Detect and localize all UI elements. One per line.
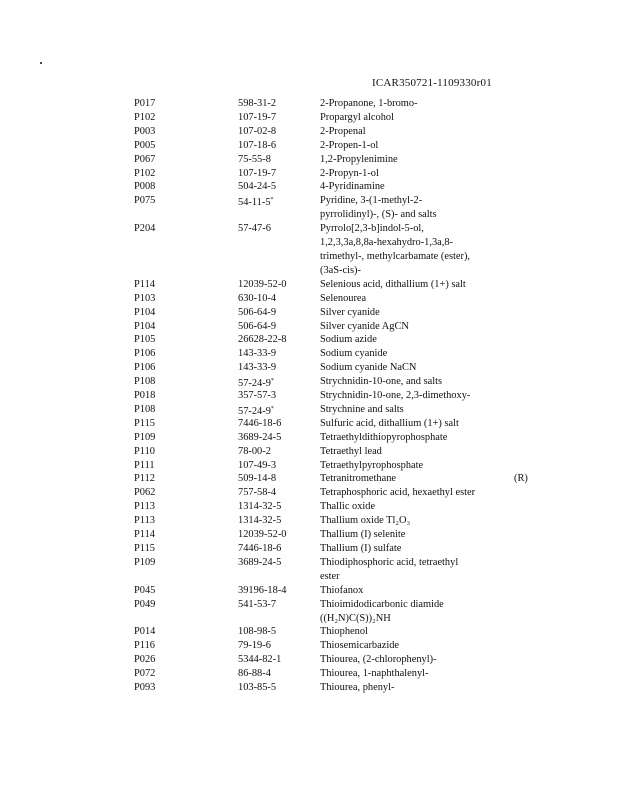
substance-name xyxy=(320,417,506,431)
table-row xyxy=(134,292,554,306)
substance-name-line: 2-Propenal xyxy=(320,125,366,137)
substance-name-line: Silver cyanide AgCN xyxy=(320,320,409,332)
substance-name-line: ((H₂N)C(S))₂NH xyxy=(320,612,391,624)
cas-number xyxy=(238,459,276,473)
substance-name xyxy=(320,514,506,528)
cas-number-text: 107-19-7 xyxy=(238,167,277,179)
substance-name-line: Thallium oxide Tl₂O₃ xyxy=(320,515,411,527)
substance-name xyxy=(320,347,506,361)
waste-code: P105 xyxy=(134,334,156,346)
cas-number-text: 3689-24-5 xyxy=(238,556,282,568)
table-row xyxy=(134,417,554,431)
substance-name xyxy=(320,111,506,125)
substance-name xyxy=(320,375,506,389)
cas-number-text: 107-19-7 xyxy=(238,111,277,123)
cas-number-text: 103-85-5 xyxy=(238,682,277,694)
substance-name xyxy=(320,625,506,639)
substance-name-line: Pyrrolo[2,3-b]indol-5-ol, xyxy=(320,223,424,235)
cas-number-text: 57-24-9 xyxy=(238,378,271,390)
waste-code: P018 xyxy=(134,390,156,402)
substance-name-line: Thallic oxide xyxy=(320,501,376,513)
cas-number-text: 57-24-9 xyxy=(238,405,271,417)
substance-name-line: Sodium cyanide xyxy=(320,348,388,360)
cas-number-text: 598-31-2 xyxy=(238,98,277,109)
table-row xyxy=(134,500,554,514)
waste-code: P109 xyxy=(134,556,156,568)
cas-number-text: 506-64-9 xyxy=(238,320,277,332)
substance-name xyxy=(320,542,506,556)
cas-number xyxy=(238,167,276,181)
substance-name-line: Propargyl alcohol xyxy=(320,111,394,123)
waste-code: P116 xyxy=(134,640,155,652)
footnote-mark: * xyxy=(270,378,274,385)
substance-name xyxy=(320,320,506,334)
substance-name-line: Sodium azide xyxy=(320,334,377,346)
cas-number-text: 1314-32-5 xyxy=(238,501,282,513)
table-row xyxy=(134,389,554,403)
cas-number-text: 54-11-5 xyxy=(238,197,271,209)
cas-number-text: 357-57-3 xyxy=(238,390,277,402)
reactivity-flag: (R) xyxy=(514,473,528,485)
substance-name xyxy=(320,167,506,181)
substance-name-line: Sulfuric acid, dithallium (1+) salt xyxy=(320,417,459,429)
substance-name-line: Selenourea xyxy=(320,292,367,304)
cas-number xyxy=(238,292,276,306)
waste-code: P017 xyxy=(134,98,156,109)
table-row xyxy=(134,375,554,389)
waste-code: P106 xyxy=(134,348,156,360)
substance-name-line: Thiodiphosphoric acid, tetraethyl xyxy=(320,556,459,568)
table-row xyxy=(134,598,554,626)
table-row xyxy=(134,194,554,222)
substance-name-line: 1,2,3,3a,8,8a-hexahydro-1,3a,8- xyxy=(320,237,454,249)
waste-code: P108 xyxy=(134,403,156,415)
substance-name-line: Pyridine, 3-(1-methyl-2- xyxy=(320,195,423,207)
substance-name-line: Tetranitromethane xyxy=(320,473,397,485)
substance-name-line: Thiourea, 1-naphthalenyl- xyxy=(320,668,429,680)
waste-code: P104 xyxy=(134,320,156,332)
waste-code: P049 xyxy=(134,598,156,610)
cas-number-text: 78-00-2 xyxy=(238,445,271,457)
cas-number xyxy=(238,667,271,681)
substance-name xyxy=(320,194,506,222)
substance-name-line: Thiofanox xyxy=(320,584,364,596)
waste-code: P102 xyxy=(134,167,156,179)
cas-number-text: 5344-82-1 xyxy=(238,654,282,666)
cas-number-text: 79-19-6 xyxy=(238,640,271,652)
table-row xyxy=(134,278,554,292)
cas-number-text: 541-53-7 xyxy=(238,598,277,610)
table-row xyxy=(134,486,554,500)
cas-number xyxy=(238,222,271,236)
table-row xyxy=(134,111,554,125)
table-row xyxy=(134,542,554,556)
substance-name xyxy=(320,333,506,347)
substance-name-line: Strychnine and salts xyxy=(320,403,404,415)
waste-code: P111 xyxy=(134,459,155,471)
waste-code: P005 xyxy=(134,139,156,151)
cas-number xyxy=(238,542,281,556)
waste-code: P108 xyxy=(134,376,156,388)
cas-number xyxy=(238,653,281,667)
substance-name xyxy=(320,153,506,167)
substance-name xyxy=(320,598,506,626)
table-row xyxy=(134,681,554,695)
table-row xyxy=(134,306,554,320)
cas-number xyxy=(238,194,274,210)
waste-code: P113 xyxy=(134,501,155,513)
substance-name-line: Silver cyanide xyxy=(320,306,380,318)
table-row xyxy=(134,167,554,181)
substance-name xyxy=(320,653,506,667)
substance-name xyxy=(320,528,506,542)
table-row xyxy=(134,472,554,486)
cas-number xyxy=(238,333,286,347)
substance-name-line: Thiourea, (2-chlorophenyl)- xyxy=(320,654,437,666)
substance-name xyxy=(320,445,506,459)
cas-number xyxy=(238,639,271,653)
table-row xyxy=(134,445,554,459)
waste-code: P114 xyxy=(134,529,155,541)
substance-name-line: Thioimidodicarbonic diamide xyxy=(320,598,444,610)
cas-number xyxy=(238,528,286,542)
cas-number xyxy=(238,125,276,139)
document-id: ICAR350721-1109330r01 xyxy=(372,77,492,89)
table-row xyxy=(134,125,554,139)
table-row xyxy=(134,320,554,334)
waste-code: P008 xyxy=(134,181,156,193)
substance-name-line: Thallium (I) selenite xyxy=(320,529,406,541)
cas-number-text: 143-33-9 xyxy=(238,362,277,374)
footnote-mark: * xyxy=(270,405,274,412)
cas-number xyxy=(238,584,286,598)
substance-name-line: Tetraethyl lead xyxy=(320,445,382,457)
waste-code: P114 xyxy=(134,278,155,290)
waste-code: P104 xyxy=(134,306,156,318)
table-row xyxy=(134,333,554,347)
substance-name-line: Thiourea, phenyl- xyxy=(320,682,395,694)
substance-name xyxy=(320,292,506,306)
cas-number-text: 7446-18-6 xyxy=(238,417,282,429)
cas-number-text: 107-02-8 xyxy=(238,125,277,137)
cas-number xyxy=(238,625,276,639)
substance-name xyxy=(320,361,506,375)
cas-number xyxy=(238,306,276,320)
waste-code: P103 xyxy=(134,292,156,304)
cas-number xyxy=(238,486,276,500)
substance-name-line: 1,2-Propylenimine xyxy=(320,153,398,165)
scan-speck xyxy=(40,62,42,64)
footnote-mark: * xyxy=(270,197,274,204)
substance-name-line: Thiophenol xyxy=(320,626,368,638)
cas-number-text: 143-33-9 xyxy=(238,348,277,360)
table-row xyxy=(134,139,554,153)
cas-number xyxy=(238,97,276,111)
cas-number-text: 630-10-4 xyxy=(238,292,277,304)
substance-name xyxy=(320,584,506,598)
table-row xyxy=(134,528,554,542)
substance-name-line: 2-Propanone, 1-bromo- xyxy=(320,98,418,109)
substance-name-line: Thallium (I) sulfate xyxy=(320,543,402,554)
waste-code: P106 xyxy=(134,362,156,374)
table-row xyxy=(134,180,554,194)
waste-code: P102 xyxy=(134,111,156,123)
table-row xyxy=(134,584,554,598)
table-row xyxy=(134,667,554,681)
substance-name-line: (3aS-cis)- xyxy=(320,264,361,276)
cas-number-text: 504-24-5 xyxy=(238,181,277,193)
waste-code: P014 xyxy=(134,626,156,638)
cas-number-text: 86-88-4 xyxy=(238,668,271,680)
table-row xyxy=(134,653,554,667)
cas-number xyxy=(238,417,281,431)
substance-name xyxy=(320,556,506,584)
waste-code: P003 xyxy=(134,125,156,137)
substance-name-line: Tetraethylpyrophosphate xyxy=(320,459,424,471)
substance-name-line: 4-Pyridinamine xyxy=(320,181,385,193)
cas-number xyxy=(238,598,276,612)
cas-number xyxy=(238,472,276,486)
substance-name-line: Tetraethyldithiopyrophosphate xyxy=(320,431,448,443)
substance-name xyxy=(320,125,506,139)
cas-number-text: 1314-32-5 xyxy=(238,515,282,527)
cas-number-text: 506-64-9 xyxy=(238,306,277,318)
table-row xyxy=(134,431,554,445)
waste-code: P115 xyxy=(134,417,155,429)
waste-code: P093 xyxy=(134,682,156,694)
cas-number-text: 107-49-3 xyxy=(238,459,277,471)
substance-name xyxy=(320,500,506,514)
waste-code: P204 xyxy=(134,223,156,235)
cas-number-text: 12039-52-0 xyxy=(238,278,287,290)
substance-name-line: Sodium cyanide NaCN xyxy=(320,362,417,374)
substance-name xyxy=(320,472,506,486)
cas-number-text: 509-14-8 xyxy=(238,473,277,485)
substance-name-line: Tetraphosphoric acid, hexaethyl ester xyxy=(320,487,476,499)
cas-number xyxy=(238,320,276,334)
table-row xyxy=(134,361,554,375)
table-row xyxy=(134,514,554,528)
substance-name xyxy=(320,431,506,445)
substance-name-line: 2-Propen-1-ol xyxy=(320,139,379,151)
cas-number-text: 75-55-8 xyxy=(238,153,271,165)
substance-name-line: pyrrolidinyl)-, (S)- and salts xyxy=(320,209,437,221)
waste-code: P075 xyxy=(134,195,156,207)
cas-number xyxy=(238,153,271,167)
cas-number xyxy=(238,347,276,361)
substance-name xyxy=(320,639,506,653)
cas-number xyxy=(238,111,276,125)
substance-name xyxy=(320,667,506,681)
table-row xyxy=(134,222,554,278)
table-row xyxy=(134,639,554,653)
cas-number xyxy=(238,389,276,403)
waste-code: P109 xyxy=(134,431,156,443)
substance-name-line: trimethyl-, methylcarbamate (ester), xyxy=(320,250,471,262)
substance-name-line: Selenious acid, dithallium (1+) salt xyxy=(320,278,466,290)
cas-number xyxy=(238,681,276,695)
waste-code: P026 xyxy=(134,654,156,666)
table-row xyxy=(134,97,554,111)
table-row xyxy=(134,403,554,417)
cas-number-text: 39196-18-4 xyxy=(238,584,287,596)
cas-number xyxy=(238,139,276,153)
table-row xyxy=(134,625,554,639)
substance-name xyxy=(320,681,506,695)
table-row xyxy=(134,153,554,167)
substance-name xyxy=(320,180,506,194)
cas-number xyxy=(238,431,281,445)
cas-number-text: 757-58-4 xyxy=(238,487,277,499)
cas-number-text: 7446-18-6 xyxy=(238,543,282,554)
substance-name-line: 2-Propyn-1-ol xyxy=(320,167,379,179)
substance-name xyxy=(320,222,506,278)
substance-name xyxy=(320,306,506,320)
cas-number xyxy=(238,180,276,194)
cas-number-text: 3689-24-5 xyxy=(238,431,282,443)
substance-name xyxy=(320,403,506,417)
waste-code: P067 xyxy=(134,153,156,165)
cas-number-text: 107-18-6 xyxy=(238,139,277,151)
cas-number-text: 12039-52-0 xyxy=(238,529,287,541)
substance-name xyxy=(320,389,506,403)
substance-name-line: ester xyxy=(320,570,340,582)
waste-code: P113 xyxy=(134,515,155,527)
cas-number-text: 57-47-6 xyxy=(238,223,271,235)
substance-name xyxy=(320,278,506,292)
table-row xyxy=(134,459,554,473)
table-row xyxy=(134,556,554,584)
cas-number xyxy=(238,278,286,292)
waste-code: P110 xyxy=(134,445,155,457)
waste-code: P072 xyxy=(134,668,156,680)
cas-number xyxy=(238,500,281,514)
waste-code: P062 xyxy=(134,487,156,499)
cas-number xyxy=(238,514,281,528)
substance-name-line: Strychnidin-10-one, and salts xyxy=(320,376,443,388)
waste-code: P112 xyxy=(134,473,155,485)
cas-number xyxy=(238,361,276,375)
substance-name xyxy=(320,486,506,500)
table-row xyxy=(134,347,554,361)
cas-number xyxy=(238,556,281,570)
waste-code: P045 xyxy=(134,584,156,596)
substance-name xyxy=(320,139,506,153)
hazardous-waste-table xyxy=(134,97,554,695)
substance-name-line: Strychnidin-10-one, 2,3-dimethoxy- xyxy=(320,390,471,402)
cas-number xyxy=(238,445,271,459)
substance-name xyxy=(320,459,506,473)
cas-number-text: 26628-22-8 xyxy=(238,334,287,346)
cas-number-text: 108-98-5 xyxy=(238,626,277,638)
substance-name-line: Thiosemicarbazide xyxy=(320,640,400,652)
substance-name xyxy=(320,97,506,111)
waste-code: P115 xyxy=(134,543,155,554)
